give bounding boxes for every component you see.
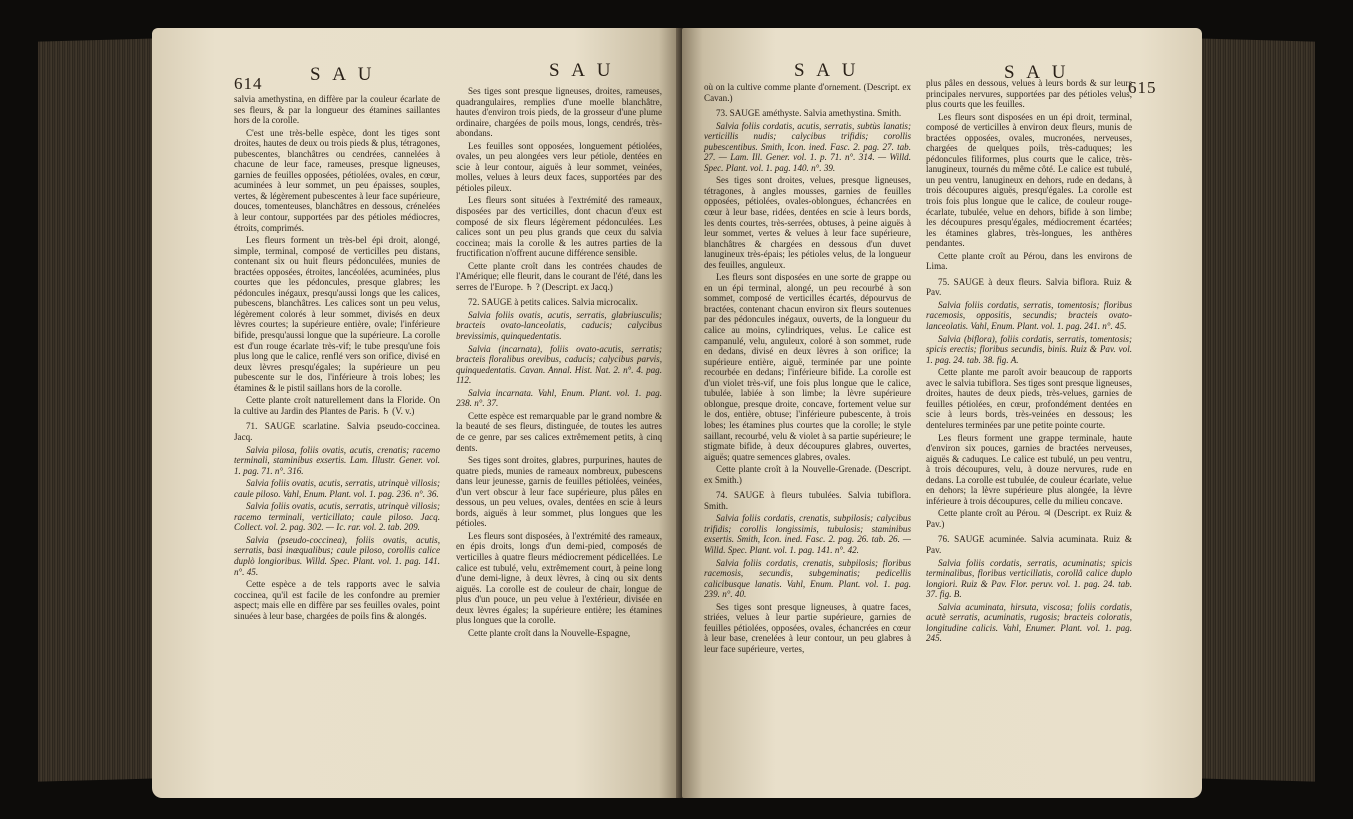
right-page [682, 28, 1202, 798]
left-page [152, 28, 680, 798]
paragraph: Ses tiges sont presque ligneuses, droites, rameuses, quadrangulaires, remplies d'une moelle blanchâtre, hautes d'environ trois pieds, de la grosseur d'une plume ordinaire, chargées de poils mous, longs, cendrés, très-abondans. [456, 86, 662, 139]
left-column-2 [456, 86, 662, 638]
synonym: Salvia incarnata. Vahl, Enum. Plant. vol. 1. pag. 238. n°. 37. [456, 387, 662, 409]
paragraph: Les fleurs forment un très-bel épi droit, alongé, simple, terminal, composé de verticilles peu distans, contenant six ou huit fleurs pédonculées, munies de bractées opposées, étroites, lancéolées, acuminées, plus courtes que les pédoncules, presque glabres; les pédoncules inégaux, presqu'aussi longs que les calices, pubescens, blanchâtres. Les calices sont un peu velus, légèrement colorés à leur sommet, divisés en deux lèvres courtes; la supérieure entière, ovale; l'inférieure bifide, presqu'aussi longue que la supérieure. La corolle est d'un rouge écarlate très-vif; le tube presqu'une fois plus long que le calice, renflé vers son orifice, divisé en deux lèvres presqu'égales; la supérieure un peu pubescente sur le dos, l'inférieure à trois lobes; les étamines & le pistil saillans hors de la corolle. [234, 235, 440, 393]
synonym: Salvia foliis cordatis, crenatis, subpilosis; floribus racemosis, secundis, subgeminatis; pedicellis calicibusque lanatis. Vahl, Enum. Plant. vol. 1. pag. 239. n°. 40. [704, 557, 911, 600]
left-page-edges [38, 38, 158, 781]
synonym: Salvia (biflora), foliis cordatis, serratis, tomentosis; spicis erectis; floribus secundis, binis. Ruiz & Pav. vol. 1. pag. 24. tab. 38. fig. A. [926, 333, 1132, 365]
page-number: 614 [234, 74, 263, 93]
paragraph: où on la cultive comme plante d'ornement. (Descript. ex Cavan.) [704, 82, 911, 103]
right-page-edges [1195, 38, 1315, 781]
paragraph: Ses tiges sont droites, glabres, purpurines, hautes de quatre pieds, munies de rameaux nombreux, pubescens dans leur jeunesse, garnis de feuilles pétiolées, veinées, d'un vert obscur à leur face supérieure, plus pâles en dessous, un peu velues, ovales, dentées en scie à leurs bords, aiguës à leur sommet, plus longues que les pétioles. [456, 455, 662, 529]
paragraph: Les fleurs sont disposées, à l'extrémité des rameaux, en épis droits, longs d'un demi-pied, composés de verticilles à quatre fleurs médiocrement pédicellées. Le calice est tubulé, velu, extrêmement court, à peine long d'une demi-ligne, à deux lèvres, à cinq ou six dents aiguës. La corolle est de couleur de chair, longue de plus d'un pouce, un peu velue à l'extérieur, divisée en deux lèvres égales; la supérieure entière; les étamines plus longues que la corolle. [456, 530, 662, 626]
running-head: S A U [1004, 62, 1070, 83]
paragraph: Les fleurs sont disposées en une sorte de grappe ou en un épi terminal, alongé, un peu recourbé à son sommet, composé de verticilles écartés, dépourvus de bractées, contenant chacun environ six fleurs soutenues par des pédoncules inégaux, ouverts, de la longueur du calice au moins, cylindriques, velus. Le calice est campanulé, velu, anguleux, coloré à son sommet, rude en dedans, divisé en deux lèvres à son orifice; la supérieure entière, aiguë, terminée par une pointe recourbée en dedans; l'inférieure bifide. La corolle est d'un violet très-vif, une fois plus longue que le calice, tubulée, labiée à son limbe; la lèvre supérieure oblongue, presque droite, concave, fortement velue sur le dos, entière, obtuse; l'inférieure pubescente, à trois lobes; les étamines plus courtes que la corolle; le style saillant, recourbé, velu & violet à sa partie supérieure; le stigmate bifide, à deux découpures glabres, ouvertes, aiguës; quatre semences glabres, ovales. [704, 272, 911, 462]
paragraph: Les feuilles sont opposées, longuement pétiolées, ovales, un peu alongées vers leur pétiole, dentées en scie à leur contour, aiguës à leur sommet, veinées, molles, velues à leurs deux faces, supportées par des pétioles pileux. [456, 140, 662, 193]
running-head: S A U [549, 60, 615, 81]
species-heading: 75. SAUGE à deux fleurs. Salvia biflora. Ruiz & Pav. [926, 276, 1132, 298]
paragraph: Cette plante croît dans la Nouvelle-Espagne, [468, 627, 631, 638]
species-heading: 72. SAUGE à petits calices. Salvia microcalix. [468, 297, 638, 308]
synonym: Salvia foliis cordatis, serratis, acuminatis; spicis terminalibus, floribus verticillatis, corollâ calice duplo longiori. Ruiz & Pav. Flor. peruv. vol. 1. pag. 24. tab. 37. fig. B. [926, 557, 1132, 600]
left-column-1 [234, 94, 440, 621]
paragraph: Les fleurs sont situées à l'extrémité des rameaux, disposées par des verticilles, dont chacun d'eux est composé de six fleurs légèrement pédonculées. Les calices sont un peu plus grands que ceux du salvia coccinea; mais la corolle & les autres parties de la fructification n'offrent aucune différence sensible. [456, 195, 662, 259]
synonym: Salvia foliis cordatis, acutis, serratis, subtùs lanatis; verticillis nudis; calycibus trifidis; corollis pubescentibus. Smith, Icon. ined. Fasc. 2. pag. 27. tab. 27. — Lam. Ill. Gener. vol. 1. p. 71. n°. 314. — Willd. Spec. Plant. vol. 1. pag. 140. n°. 39. [704, 120, 911, 173]
synonym: Salvia foliis ovatis, acutis, serratis, glabriusculis; bracteis ovato-lanceolatis, caducis; calycibus brevissimis, quinquedentatis. [456, 309, 662, 342]
left-page-header [152, 58, 680, 93]
synonym: Salvia pilosa, foliis ovatis, acutis, crenatis; racemo terminali, staminibus exsertis. Lam. Illustr. Gener. vol. 1. pag. 71. n°. 316. [234, 444, 440, 476]
species-heading: 73. SAUGE améthyste. Salvia amethystina. Smith. [716, 108, 902, 119]
paragraph: Les fleurs sont disposées en un épi droit, terminal, composé de verticilles à environ deux fleurs, munis de bractées opposées, ovales, mucronées, nerveuses, chargées de quelques poils, très-caduques; les pédoncules filiformes, plus courts que le calice, très-lanugineux, tournés du même côté. Le calice est tubulé, un peu ventru, lanugineux en dehors, rude en dedans, à trois découpures aiguës, presqu'égales. La corolle est trois fois plus longue que le calice, de couleur rouge-écarlate, tubulée, velue en dehors, bifide à son limbe; les découpures presqu'égales, médiocrement écartées; les étamines glabres, très-longues, les anthères pendantes. [926, 111, 1132, 249]
paragraph: Les fleurs forment une grappe terminale, haute d'environ six pouces, garnies de bractées nerveuses, aiguës & caduques. Le calice est tubulé, un peu ventru, à trois découpures, velu, à douze nervures, rude en dedans. La corolle est tubulée, de couleur écarlate, velue en dehors; la lèvre supérieure plus alongée, la lèvre inférieure à trois découpures, celle du milieu concave. [926, 432, 1132, 506]
page-number: 615 [1128, 78, 1157, 97]
species-heading: 71. SAUGE scarlatine. Salvia pseudo-coccinea. Jacq. [234, 421, 440, 442]
synonym: Salvia foliis cordatis, serratis, tomentosis; floribus racemosis, oppositis, secundis; bracteis ovato-lanceolatis. Vahl, Enum. Plant. vol. 1. pag. 241. n°. 45. [926, 299, 1132, 332]
paragraph: Cette plante croît à la Nouvelle-Grenade. (Descript. ex Smith.) [704, 464, 911, 485]
paragraph: Ses tiges sont presque ligneuses, à quatre faces, striées, velues à leur partie supérieure, garnies de feuilles pétiolées, opposées, ovales, échancrées en cœur à leur base, crenelées à leur contour, un peu glabres à leur face supérieure, vertes, [704, 601, 911, 654]
running-head: S A U [794, 60, 860, 81]
species-heading: 76. SAUGE acuminée. Salvia acuminata. Ruiz & Pav. [926, 534, 1132, 555]
synonym: Salvia foliis ovatis, acutis, serratis, utrinquè villosis; caule piloso. Vahl, Enum. Plant. vol. 1. pag. 236. n°. 36. [234, 478, 440, 499]
right-column-2 [926, 78, 1132, 644]
species-heading: 74. SAUGE à fleurs tubulées. Salvia tubiflora. Smith. [704, 490, 911, 511]
synonym: Salvia (pseudo-coccinea), foliis ovatis, acutis, serratis, basi inæqualibus; caule piloso, corollis calice duplò longioribus. Willd. Spec. Plant. vol. 1. pag. 141. n°. 45. [234, 534, 440, 577]
synonym: Salvia foliis ovatis, acutis, serratis, utrinquè villosis; racemo terminali, verticillato; caule piloso. Jacq. Collect. vol. 2. pag. 302. — Ic. rar. vol. 2. tab. 209. [234, 501, 440, 533]
paragraph: Cette espèce est remarquable par le grand nombre & la beauté de ses fleurs, distinguée, de toutes les autres de ce genre, par ses calices extrêmement petits, à cinq dents. [456, 410, 662, 453]
right-column-1 [704, 82, 911, 654]
paragraph: salvia amethystina, en diffère par la couleur écarlate de ses fleurs, & par la longueur des étamines saillantes hors de la corolle. [234, 94, 440, 126]
paragraph: C'est une très-belle espèce, dont les tiges sont droites, hautes de deux ou trois pieds & plus, tétragones, pubescentes, blanchâtres ou cendrées, cannelées à chacune de leur face, rameuses, presque ligneuses, garnies de feuilles opposées, pétiolées, ovales, en cœur, acuminées à leur sommet, un peu épaisses, souples, vertes, & légèrement pubescentes à leur face supérieure, douces, tomenteuses, blanchâtres en dessous, crénelées à leur contour, supportées par des pétioles médiocres, étroits, comprimés. [234, 127, 440, 233]
paragraph: Cette plante me paroît avoir beaucoup de rapports avec le salvia tubiflora. Ses tiges sont presque ligneuses, droites, hautes de deux pieds, très-velues, garnies de feuilles pétiolées, en cœur, profondément dentées en scie à leurs bords, très-veinées en dessous; les dentelures terminées par une petite pointe courte. [926, 367, 1132, 430]
paragraph: Cette espèce a de tels rapports avec le salvia coccinea, qu'il est facile de les confondre au premier aspect; mais elle en diffère par ses feuilles ovales, point sinuées à leur base, chargées de poils fins & alongés. [234, 579, 440, 621]
paragraph: Cette plante croît au Pérou. ♃ (Descript. ex Ruiz & Pav.) [926, 508, 1132, 529]
paragraph: Cette plante croît au Pérou, dans les environs de Lima. [926, 250, 1132, 272]
running-head: S A U [310, 64, 376, 85]
paragraph: Cette plante croît naturellement dans la Floride. On la cultive au Jardin des Plantes de Paris. ♄ (V. v.) [234, 395, 440, 416]
paragraph: plus pâles en dessous, velues à leurs bords & sur leurs principales nervures, supportées par des pétioles velus, plus courts que les feuilles. [926, 78, 1132, 110]
synonym: Salvia (incarnata), foliis ovato-acutis, serratis; bracteis floralibus orevibus, caducis; calycibus parvis, quinquedentatis. Cavan. Annal. Hist. Nat. 2. n°. 4. pag. 112. [456, 343, 662, 386]
paragraph: Ses tiges sont droites, velues, presque ligneuses, tétragones, à angles mousses, garnies de feuilles opposées, pétiolées, ovales-oblongues, échancrées en cœur à leur base, ridées, dentées en scie à leurs bords, les dents courtes, très-serrées, obtuses, à peine aiguës à leur sommet, vertes & velues à leur face supérieure, blanchâtres & chargées en dessous d'un duvet lanugineux très-épais; les pétioles velus, de la longueur des feuilles, anguleux. [704, 175, 911, 270]
synonym: Salvia foliis cordatis, crenatis, subpilosis; calycibus trifidis; corollis longissimis, tubulosis; staminibus exsertis. Smith, Icon. ined. Fasc. 2. pag. 26. tab. 26. — Willd. Spec. Plant. vol. 1. pag. 141. n°. 42. [704, 513, 911, 555]
synonym: Salvia acuminata, hirsuta, viscosa; foliis cordatis, acutè serratis, acuminatis, rugosis; bracteis coloratis, longitudine calicis. Vahl, Enumer. Plant. vol. 1. pag. 245. [926, 601, 1132, 644]
paragraph: Cette plante croît dans les contrées chaudes de l'Amérique; elle fleurit, dans le courant de l'été, dans les serres de l'Europe. ♄ ? (Descript. ex Jacq.) [456, 260, 662, 292]
